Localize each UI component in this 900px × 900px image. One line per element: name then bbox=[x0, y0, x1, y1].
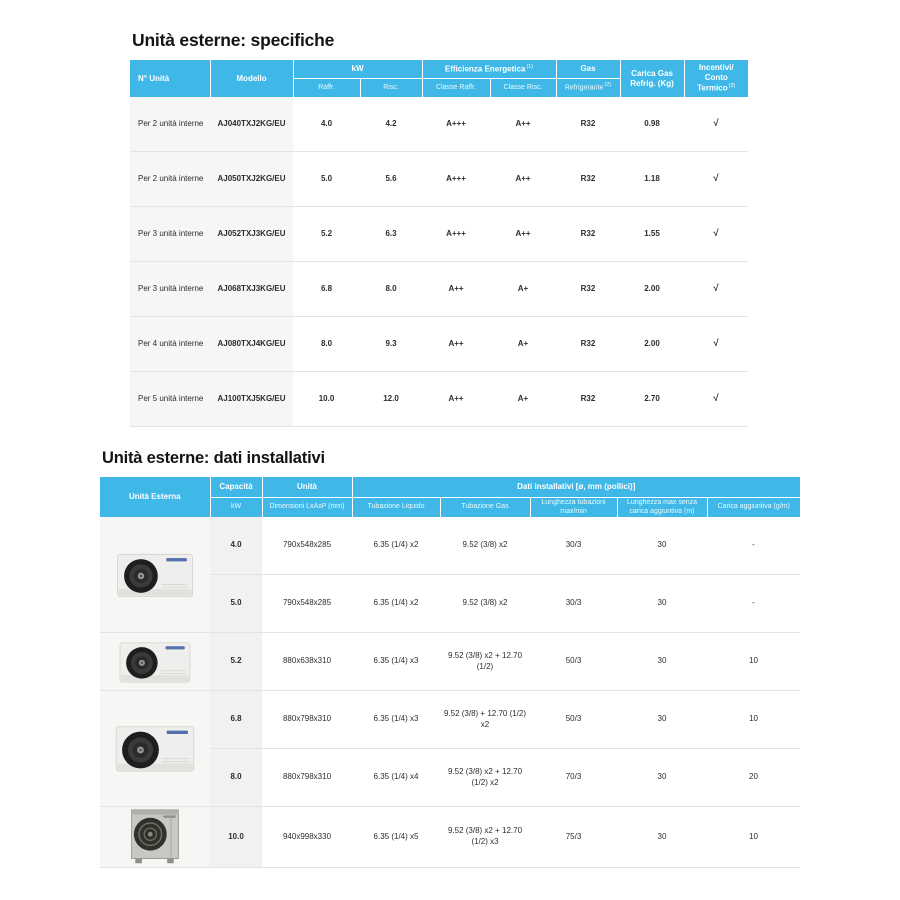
incentivi-check-mark: √ bbox=[684, 262, 748, 317]
incentivi-check-mark: √ bbox=[713, 117, 719, 129]
kw-raffr-cell: 5.2 bbox=[293, 207, 360, 262]
n-unita-cell: Per 2 unità interne bbox=[130, 152, 210, 207]
classe-raffr-cell: A+++ bbox=[422, 152, 490, 207]
footnote-marker: (2) bbox=[604, 82, 612, 89]
capacita-cell: 5.0 bbox=[210, 575, 262, 633]
lunghezza-max-cell: 30 bbox=[617, 575, 707, 633]
kw-risc-cell: 9.3 bbox=[360, 317, 422, 372]
carica-aggiuntiva-cell: 10 bbox=[707, 633, 800, 691]
spec-row bbox=[130, 372, 748, 427]
subcol-classe-raffr: Classe Raffr. bbox=[422, 79, 490, 98]
kw-risc-cell: 5.6 bbox=[360, 152, 422, 207]
specifiche-section bbox=[130, 30, 748, 427]
carica-aggiuntiva-cell: - bbox=[707, 575, 800, 633]
gas-cell: R32 bbox=[556, 372, 620, 427]
spec-row bbox=[130, 97, 748, 152]
subcol-carica-aggiuntiva: Carica aggiuntiva (g/m) bbox=[707, 498, 800, 518]
kw-raffr-cell: 8.0 bbox=[293, 317, 360, 372]
classe-risc-cell: A+ bbox=[490, 372, 556, 427]
kw-risc-cell: 8.0 bbox=[360, 262, 422, 317]
incentivi-check-mark: √ bbox=[684, 152, 748, 207]
kw-risc-cell: 12.0 bbox=[360, 372, 422, 427]
install-row bbox=[100, 517, 800, 575]
dimensioni-cell: 880x638x310 bbox=[262, 633, 352, 691]
n-unita-cell: Per 4 unità interne bbox=[130, 317, 210, 372]
carica-gas-cell: 2.00 bbox=[620, 262, 684, 317]
dimensioni-cell: 880x798x310 bbox=[262, 691, 352, 749]
classe-raffr-cell: A++ bbox=[422, 317, 490, 372]
classe-risc-cell: A++ bbox=[490, 152, 556, 207]
incentivi-check-mark: √ bbox=[684, 207, 748, 262]
subcol-dimensioni: Dimensioni LxAxP (mm) bbox=[262, 498, 352, 518]
subcol-classe-risc: Classe Risc. bbox=[490, 79, 556, 98]
col-header-incentivi: Incentivi/ Conto Termico$^{(3)}$ bbox=[684, 60, 748, 97]
dati-installativi-section bbox=[100, 449, 800, 868]
modello-cell: AJ052TXJ3KG/EU bbox=[210, 207, 293, 262]
gas-cell: R32 bbox=[556, 152, 620, 207]
lunghezza-max-cell: 30 bbox=[617, 691, 707, 749]
capacita-cell: 4.0 bbox=[210, 517, 262, 575]
header-row-1 bbox=[130, 60, 748, 79]
tubazione-liquido-cell: 6.35 (1/4) x2 bbox=[373, 540, 419, 550]
kw-raffr-cell: 6.8 bbox=[293, 262, 360, 317]
carica-aggiuntiva-cell: 20 bbox=[707, 749, 800, 807]
classe-raffr-cell: A+++ bbox=[422, 207, 490, 262]
install-row bbox=[100, 691, 800, 749]
kw-raffr-cell: 5.0 bbox=[293, 152, 360, 207]
dati-installativi-table bbox=[100, 477, 800, 868]
subcol-tubazione-liquido: Tubazione Liquido bbox=[352, 498, 440, 518]
carica-aggiuntiva-cell: - bbox=[752, 540, 755, 550]
modello-cell: AJ080TXJ4KG/EU bbox=[210, 317, 293, 372]
capacita-cell: 8.0 bbox=[210, 749, 262, 807]
kw-risc-cell: 6.3 bbox=[360, 207, 422, 262]
subcol-kw: kW bbox=[210, 498, 262, 518]
capacita-cell: 10.0 bbox=[210, 807, 262, 868]
capacita-cell: 5.2 bbox=[210, 633, 262, 691]
lunghezza-cell: 75/3 bbox=[530, 807, 617, 868]
classe-risc-cell: A+ bbox=[490, 262, 556, 317]
lunghezza-cell: 70/3 bbox=[530, 749, 617, 807]
lunghezza-cell: 30/3 bbox=[530, 575, 617, 633]
incentivi-check-mark: √ bbox=[684, 372, 748, 427]
carica-gas-cell: 1.18 bbox=[620, 152, 684, 207]
carica-aggiuntiva-cell: 10 bbox=[707, 807, 800, 868]
dimensioni-cell: 880x798x310 bbox=[262, 749, 352, 807]
incentivi-check-mark: √ bbox=[684, 317, 748, 372]
classe-raffr-cell: A+++ bbox=[446, 118, 466, 128]
carica-gas-cell: 2.70 bbox=[620, 372, 684, 427]
tubazione-gas-cell: 9.52 (3/8) + 12.70 (1/2) x2 bbox=[440, 691, 530, 749]
col-header-unita-esterna: Unità Esterna bbox=[100, 477, 210, 517]
install-row bbox=[100, 807, 800, 868]
classe-risc-cell: A++ bbox=[490, 207, 556, 262]
col-header-modello: Modello bbox=[210, 60, 293, 97]
n-unita-cell: Per 2 unità interne bbox=[130, 97, 210, 152]
carica-aggiuntiva-cell: 10 bbox=[707, 691, 800, 749]
modello-cell: AJ068TXJ3KG/EU bbox=[210, 262, 293, 317]
spec-row bbox=[130, 207, 748, 262]
tubazione-liquido-cell: 6.35 (1/4) x4 bbox=[352, 749, 440, 807]
subcol-raffr: Raffr. bbox=[293, 79, 360, 98]
classe-risc-cell: A+ bbox=[490, 317, 556, 372]
spec-row bbox=[130, 152, 748, 207]
outdoor-unit-side-view-image bbox=[100, 517, 210, 633]
carica-gas-cell: 0.98 bbox=[644, 118, 660, 128]
tubazione-gas-cell: 9.52 (3/8) x2 + 12.70 (1/2) x3 bbox=[440, 807, 530, 868]
subcol-refrigerante: Refrigerante$^{(2)}$ bbox=[556, 79, 620, 98]
classe-raffr-cell: A++ bbox=[422, 372, 490, 427]
lunghezza-max-cell: 30 bbox=[617, 749, 707, 807]
header-row-1 bbox=[100, 477, 800, 498]
subcol-risc: Risc. bbox=[360, 79, 422, 98]
tubazione-liquido-cell: 6.35 (1/4) x3 bbox=[352, 691, 440, 749]
tubazione-gas-cell: 9.52 (3/8) x2 + 12.70 (1/2) bbox=[440, 633, 530, 691]
dimensioni-cell: 940x998x330 bbox=[262, 807, 352, 868]
classe-raffr-cell: A++ bbox=[422, 262, 490, 317]
modello-cell: AJ040TXJ2KG/EU bbox=[210, 97, 293, 152]
col-header-gas: Gas bbox=[556, 60, 620, 79]
subcol-lunghezza-max: Lunghezza max senza carica aggiuntiva (m) bbox=[617, 498, 707, 518]
tubazione-gas-cell: 9.52 (3/8) x2 bbox=[440, 575, 530, 633]
capacita-cell: 6.8 bbox=[210, 691, 262, 749]
col-header-kw: kW bbox=[293, 60, 422, 79]
outdoor-unit-side-view-image bbox=[100, 691, 210, 807]
tubazione-gas-cell: 9.52 (3/8) x2 + 12.70 (1/2) x2 bbox=[440, 749, 530, 807]
lunghezza-cell: 50/3 bbox=[530, 691, 617, 749]
table1-title: Unità esterne: specifiche bbox=[132, 30, 335, 50]
modello-cell: AJ050TXJ2KG/EU bbox=[210, 152, 293, 207]
n-unita-cell: Per 5 unità interne bbox=[130, 372, 210, 427]
n-unita-cell: Per 3 unità interne bbox=[130, 207, 210, 262]
spec-row bbox=[130, 317, 748, 372]
col-header-efficienza: Efficienza Energetica$^{(1)}$ bbox=[422, 60, 556, 79]
col-header-dati-installativi: Dati installativi [ø, mm (pollici)] bbox=[352, 477, 800, 498]
col-header-capacita: Capacità bbox=[210, 477, 262, 498]
gas-cell: R32 bbox=[580, 118, 596, 128]
footnote-marker: (3) bbox=[728, 83, 736, 90]
tubazione-liquido-cell: 6.35 (1/4) x5 bbox=[352, 807, 440, 868]
subcol-lunghezza-tubazioni: Lunghezza tubazioni max/min bbox=[530, 498, 617, 518]
specifiche-table bbox=[130, 60, 748, 427]
col-header-n-unita: N° Unità bbox=[130, 60, 210, 97]
footnote-marker: (1) bbox=[526, 63, 534, 70]
kw-risc-cell: 4.2 bbox=[385, 118, 397, 128]
kw-raffr-cell: 10.0 bbox=[293, 372, 360, 427]
tubazione-liquido-cell: 6.35 (1/4) x2 bbox=[352, 575, 440, 633]
outdoor-unit-front-view-image bbox=[100, 807, 210, 868]
subcol-tubazione-gas: Tubazione Gas bbox=[440, 498, 530, 518]
gas-cell: R32 bbox=[556, 207, 620, 262]
kw-raffr-cell: 4.0 bbox=[320, 118, 333, 128]
col-header-unita: Unità bbox=[262, 477, 352, 498]
install-row bbox=[100, 633, 800, 691]
carica-gas-cell: 2.00 bbox=[620, 317, 684, 372]
gas-cell: R32 bbox=[556, 262, 620, 317]
n-unita-cell: Per 3 unità interne bbox=[130, 262, 210, 317]
table2-title: Unità esterne: dati installativi bbox=[102, 449, 325, 467]
lunghezza-cell: 50/3 bbox=[530, 633, 617, 691]
col-header-carica-gas: Carica Gas Refrig. (Kg) bbox=[620, 60, 684, 97]
lunghezza-max-cell: 30 bbox=[617, 807, 707, 868]
carica-gas-cell: 1.55 bbox=[620, 207, 684, 262]
modello-cell: AJ100TXJ5KG/EU bbox=[210, 372, 293, 427]
outdoor-unit-side-view-image bbox=[100, 633, 210, 691]
dimensioni-cell: 790x548x285 bbox=[262, 575, 352, 633]
classe-risc-cell: A++ bbox=[515, 118, 531, 128]
lunghezza-max-cell: 30 bbox=[617, 633, 707, 691]
dimensioni-cell: 790x548x285 bbox=[282, 540, 332, 550]
gas-cell: R32 bbox=[556, 317, 620, 372]
tubazione-gas-cell: 9.52 (3/8) x2 bbox=[462, 540, 508, 550]
lunghezza-max-cell: 30 bbox=[657, 540, 667, 550]
tubazione-liquido-cell: 6.35 (1/4) x3 bbox=[352, 633, 440, 691]
spec-row bbox=[130, 262, 748, 317]
lunghezza-cell: 30/3 bbox=[565, 540, 582, 550]
